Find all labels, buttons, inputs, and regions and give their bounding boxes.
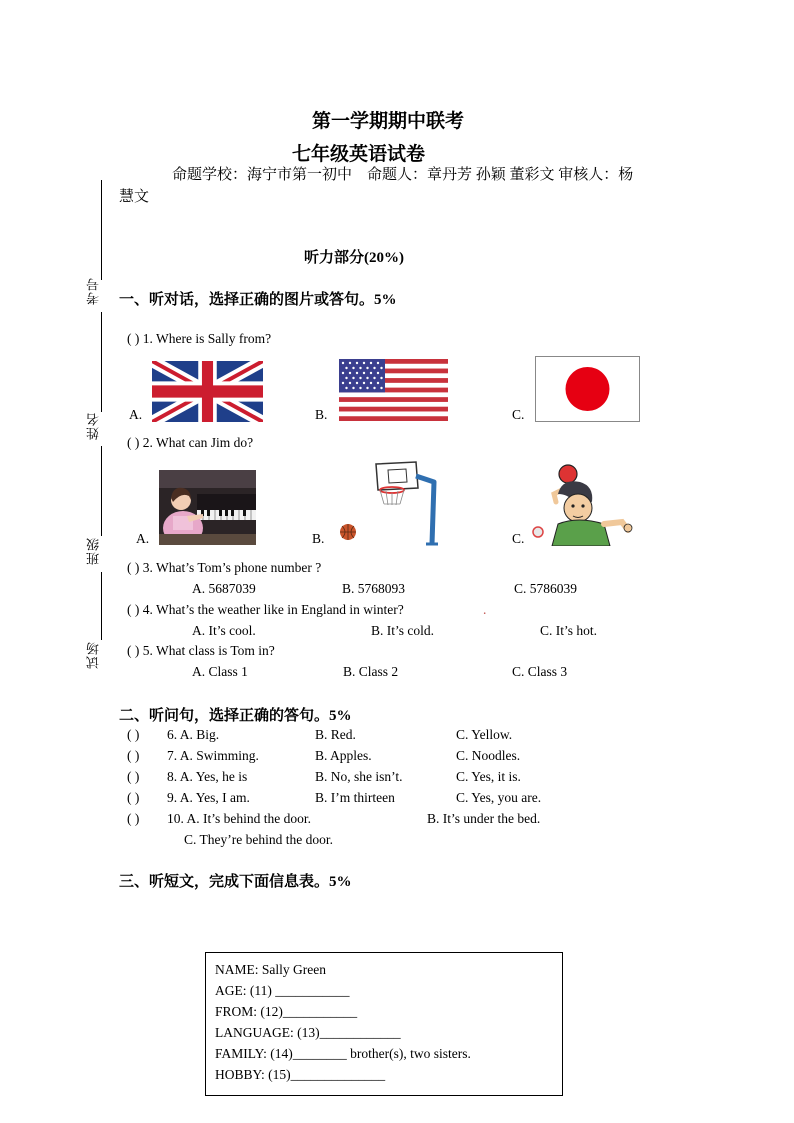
girl-playing-piano-image <box>159 470 256 545</box>
q4-mark: . <box>483 602 487 617</box>
q10-option-a: 10. A. It’s behind the door. <box>167 811 311 826</box>
q1-option-a-label: A. <box>129 407 143 422</box>
info-row-family: FAMILY: (14)________ brother(s), two sisters. <box>215 1046 471 1061</box>
margin-label-name: 姓名 <box>86 412 101 440</box>
part1-heading: 一、听对话，选择正确的图片或答句。5% <box>119 292 397 308</box>
credits-line-1: 命题学校：海宁市第一初中 命题人：章丹芳 孙颖 董彩文 审核人：杨 <box>172 167 634 183</box>
question-4: ( ) 4. What’s the weather like in England in winter? <box>127 602 404 617</box>
margin-line <box>101 312 102 412</box>
q6-option-b: B. Red. <box>315 727 356 742</box>
q7-option-c: C. Noodles. <box>456 748 521 763</box>
credits-line-2: 慧文 <box>119 189 150 205</box>
q7-option-b: B. Apples. <box>315 748 372 763</box>
q9-option-c: C. Yes, you are. <box>456 790 542 805</box>
exam-title: 第一学期期中联考 <box>312 111 465 132</box>
question-5: ( ) 5. What class is Tom in? <box>127 643 275 658</box>
q4-option-a: A. It’s cool. <box>192 623 256 638</box>
q5-option-c: C. Class 3 <box>512 664 568 679</box>
q8-option-a: 8. A. Yes, he is <box>167 769 248 784</box>
q7-option-a: 7. A. Swimming. <box>167 748 259 763</box>
q2-option-b-label: B. <box>312 531 325 546</box>
margin-label-exam-room: 试场 <box>86 641 101 669</box>
q3-option-a: A. 5687039 <box>192 581 256 596</box>
exam-subtitle: 七年级英语试卷 <box>292 144 426 165</box>
q1-option-b-label: B. <box>315 407 328 422</box>
q7-paren: ( ) <box>127 748 140 763</box>
q2-option-c-label: C. <box>512 531 525 546</box>
info-row-from: FROM: (12)___________ <box>215 1004 358 1019</box>
question-3: ( ) 3. What’s Tom’s phone number ? <box>127 560 322 575</box>
q1-option-c-label: C. <box>512 407 525 422</box>
q4-option-c: C. It’s hot. <box>540 623 598 638</box>
section-title: 听力部分(20%) <box>304 250 404 266</box>
japan-flag-image <box>535 356 640 422</box>
uk-flag-image <box>152 361 263 422</box>
q10-paren: ( ) <box>127 811 140 826</box>
q8-option-c: C. Yes, it is. <box>456 769 521 784</box>
q8-option-b: B. No, she isn’t. <box>315 769 403 784</box>
q3-option-b: B. 5768093 <box>342 581 406 596</box>
margin-label-class: 班级 <box>86 537 101 565</box>
question-1: ( ) 1. Where is Sally from? <box>127 331 272 346</box>
info-row-name: NAME: Sally Green <box>215 962 326 977</box>
part3-heading: 三、听短文，完成下面信息表。5% <box>119 874 352 890</box>
info-row-hobby: HOBBY: (15)______________ <box>215 1067 386 1082</box>
q6-option-a: 6. A. Big. <box>167 727 220 742</box>
q8-paren: ( ) <box>127 769 140 784</box>
question-2: ( ) 2. What can Jim do? <box>127 435 254 450</box>
q4-option-b: B. It’s cold. <box>371 623 434 638</box>
info-row-language: LANGUAGE: (13)____________ <box>215 1025 401 1040</box>
margin-line <box>101 180 102 280</box>
q2-option-a-label: A. <box>136 531 150 546</box>
margin-line <box>101 572 102 640</box>
basketball-hoop-image <box>336 460 442 546</box>
q5-option-a: A. Class 1 <box>192 664 248 679</box>
part2-heading: 二、听问句，选择正确的答句。5% <box>119 708 352 724</box>
info-table <box>205 952 563 1096</box>
boy-playing-ping-pong-image <box>522 464 634 546</box>
q6-option-c: C. Yellow. <box>456 727 513 742</box>
q10-option-b: B. It’s under the bed. <box>427 811 541 826</box>
q5-option-b: B. Class 2 <box>343 664 399 679</box>
q9-option-a: 9. A. Yes, I am. <box>167 790 250 805</box>
margin-label-exam-number: 考号 <box>86 277 101 305</box>
q9-option-b: B. I’m thirteen <box>315 790 395 805</box>
us-flag-image <box>339 359 448 421</box>
q10-option-c: C. They’re behind the door. <box>184 832 333 847</box>
info-row-age: AGE: (11) ___________ <box>215 983 350 998</box>
margin-line <box>101 446 102 536</box>
q9-paren: ( ) <box>127 790 140 805</box>
q6-paren: ( ) <box>127 727 140 742</box>
q3-option-c: C. 5786039 <box>514 581 578 596</box>
